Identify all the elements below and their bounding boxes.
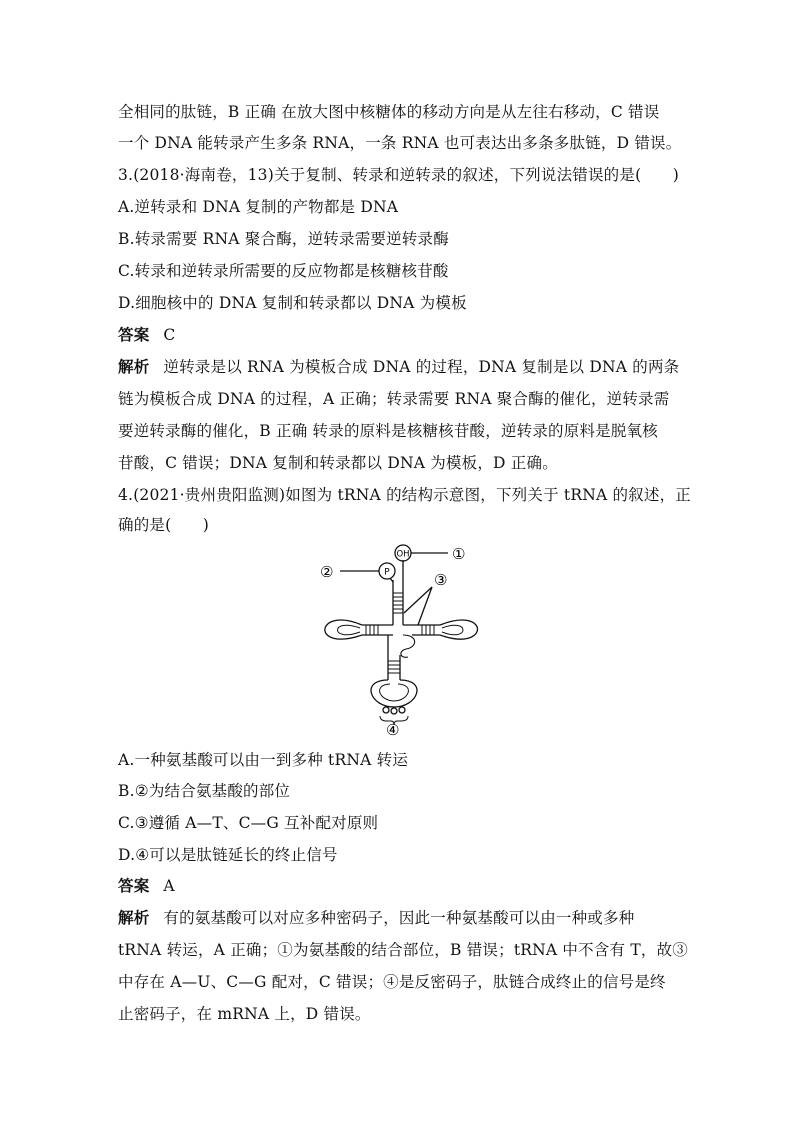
q4-stem-line-2: 确的是( ) (118, 516, 209, 534)
q4-analysis-line-1 (118, 906, 634, 928)
q4-analysis-text-1: 有的氨基酸可以对应多种密码子，因此一种氨基酸可以由一种或多种 (163, 909, 635, 927)
d-loop-inner (338, 625, 361, 635)
q4-analysis-line-4: 止密码子，在 mRNA 上，D 错误。 (118, 1005, 371, 1023)
marker-1: ① (452, 545, 466, 563)
q3-analysis-text-1: 逆转录是以 RNA 为模板合成 DNA 的过程，DNA 复制是以 DNA 的两条 (163, 358, 680, 376)
q3-option-d: D.细胞核中的 DNA 复制和转录都以 DNA 为模板 (118, 294, 467, 312)
q2-analysis-line-2: 一个 DNA 能转录产生多条 RNA，一条 RNA 也可表达出多条多肽链，D 错误。 (118, 134, 682, 152)
anticodon-base-3 (399, 707, 405, 713)
oh-label: OH (396, 549, 410, 560)
q3-analysis-line-2: 链为模板合成 DNA 的过程，A 正确；转录需要 RNA 聚合酶的催化，逆转录需 (118, 390, 670, 408)
q3-analysis-label: 解析 (118, 358, 150, 376)
marker-3: ③ (434, 571, 448, 589)
q3-answer (118, 323, 175, 345)
q4-answer-label: 答案 (118, 877, 150, 895)
d-loop-outer (325, 620, 362, 639)
d-arm-pairs (366, 625, 378, 635)
q2-analysis-line-1: 全相同的肽链，B 正确 在放大图中核糖体的移动方向是从左往右移动，C 错误 (118, 103, 660, 121)
p-label: P (384, 567, 390, 578)
q3-option-a: A.逆转录和 DNA 复制的产物都是 DNA (118, 198, 399, 216)
trna-structure-figure (300, 535, 500, 740)
q4-option-c: C.③遵循 A—T、C—G 互补配对原则 (118, 814, 379, 832)
q4-answer (118, 874, 175, 896)
anticodon-base-1 (383, 707, 389, 713)
q3-analysis-line-3: 要逆转录酶的催化，B 正确 转录的原料是核糖核苷酸，逆转录的原料是脱氧核 (118, 422, 658, 440)
q3-option-b: B.转录需要 RNA 聚合酶，逆转录需要逆转录酶 (118, 230, 449, 248)
q3-answer-value: C (163, 326, 176, 344)
anticodon-base-2 (391, 708, 397, 714)
variable-loop (401, 635, 415, 657)
anticodon-loop-outer (371, 680, 417, 707)
q4-answer-value: A (163, 877, 175, 895)
q4-analysis-line-2: tRNA 转运，A 正确；①为氨基酸的结合部位，B 错误；tRNA 中不含有 T，故③ (118, 941, 688, 959)
t-loop-outer (440, 620, 478, 639)
q4-analysis-label: 解析 (118, 909, 150, 927)
q4-stem-line-1: 4.(2021·贵州贵阳监测)如图为 tRNA 的结构示意图，下列关于 tRNA 的叙述，正 (118, 486, 691, 504)
acceptor-stem-pairs (393, 593, 403, 613)
q3-analysis-line-4: 苷酸，C 错误；DNA 复制和转录都以 DNA 为模板，D 正确。 (118, 454, 558, 472)
q3-stem: 3.(2018·海南卷，13)关于复制、转录和逆转录的叙述，下列说法错误的是( ) (118, 166, 679, 184)
q3-option-c: C.转录和逆转录所需要的反应物都是核糖核苷酸 (118, 262, 449, 280)
anticodon-stem-pairs (388, 661, 400, 673)
q4-option-b: B.②为结合氨基酸的部位 (118, 782, 291, 800)
q4-option-a: A.一种氨基酸可以由一到多种 tRNA 转运 (118, 751, 409, 769)
q3-analysis-line-1 (118, 355, 679, 377)
q3-answer-label: 答案 (118, 326, 150, 344)
q4-option-d: D.④可以是肽链延长的终止信号 (118, 846, 338, 864)
q4-analysis-line-3: 中存在 A—U、C—G 配对，C 错误；④是反密码子，肽链合成终止的信号是终 (118, 973, 666, 991)
t-arm-pairs (422, 625, 434, 635)
marker-4: ④ (386, 721, 400, 739)
t-loop-inner (442, 625, 463, 635)
anticodon-loop-inner (380, 684, 409, 701)
marker-2: ② (320, 563, 334, 581)
